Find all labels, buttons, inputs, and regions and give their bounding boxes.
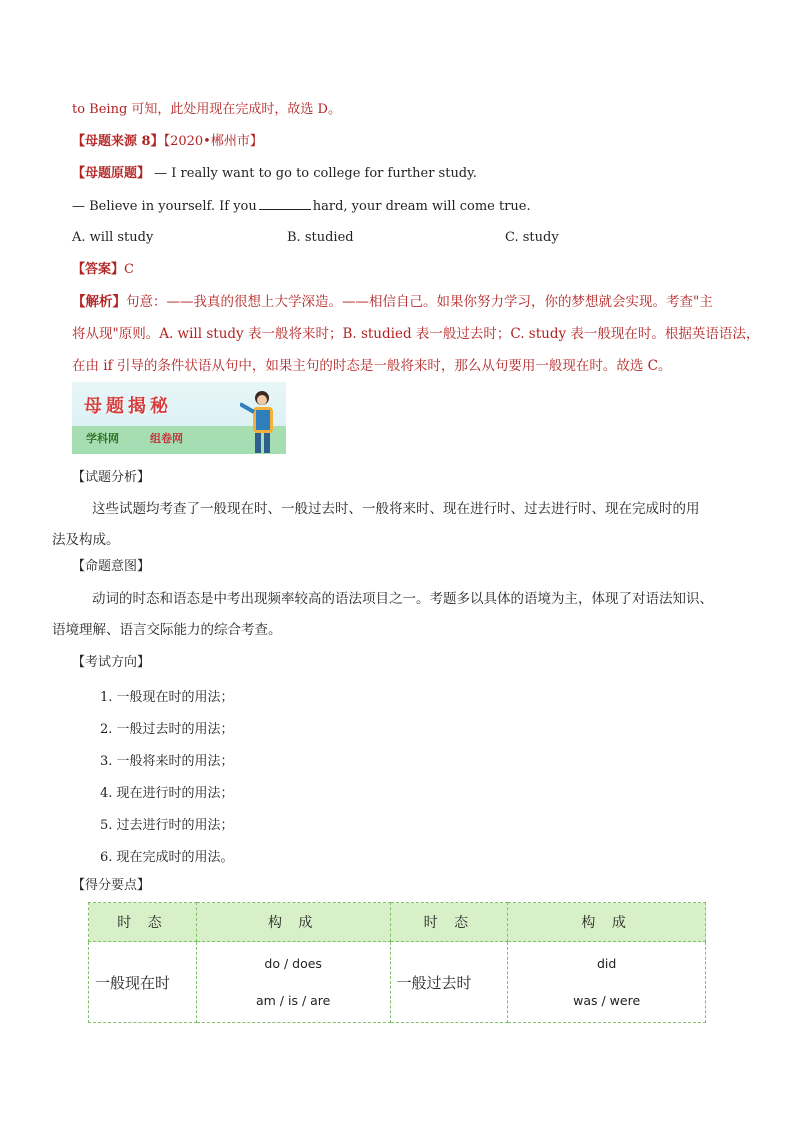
analysis-line-3: 在由 if 引导的条件状语从句中，如果主句的时态是一般将来时，那么从句要用一般现在时。故选 C。 bbox=[72, 358, 672, 374]
answer-tag: 【答案】 bbox=[72, 262, 125, 277]
table-header-row bbox=[89, 903, 706, 942]
option-a: A. will study bbox=[72, 230, 154, 245]
tense-table bbox=[88, 902, 706, 1023]
analysis-body-2: 法及构成。 bbox=[52, 532, 120, 548]
direction-item: 3. 一般将来时的用法； bbox=[100, 754, 234, 769]
table-header: 构 成 bbox=[508, 903, 706, 942]
form-line: was / were bbox=[573, 993, 641, 1008]
intent-body-2: 语境理解、语言交际能力的综合考查。 bbox=[52, 622, 282, 638]
question-line bbox=[72, 165, 477, 183]
teacher-illustration-icon bbox=[240, 388, 280, 454]
direction-item: 4. 现在进行时的用法； bbox=[100, 786, 234, 801]
dialogue-part-1: — Believe in yourself. If you bbox=[72, 199, 257, 214]
form-line: am / is / are bbox=[255, 993, 331, 1008]
points-heading: 【得分要点】 bbox=[72, 878, 151, 893]
answer-line bbox=[72, 261, 134, 279]
mother-question-banner bbox=[72, 382, 286, 454]
banner-logo-left: 学科网 bbox=[86, 432, 119, 445]
intent-heading: 【命题意图】 bbox=[72, 559, 151, 574]
direction-item: 5. 过去进行时的用法； bbox=[100, 818, 234, 833]
table-header: 时 态 bbox=[390, 903, 508, 942]
table-row bbox=[89, 942, 706, 1023]
intent-body bbox=[52, 584, 722, 646]
table-header: 构 成 bbox=[196, 903, 390, 942]
banner-logo-right: 组卷网 bbox=[150, 432, 183, 445]
source-tag: 【母题来源 8】 bbox=[72, 134, 164, 149]
direction-item: 6. 现在完成时的用法。 bbox=[100, 850, 234, 865]
form-line: do / does bbox=[264, 956, 322, 971]
intent-body-1: 动词的时态和语态是中考出现频率较高的语法项目之一。考题多以具体的语境为主，体现了对语法知识、 bbox=[92, 591, 713, 607]
tense-name-cell: 一般过去时 bbox=[390, 942, 508, 1023]
dialogue-line bbox=[72, 197, 531, 216]
answer-value: C bbox=[124, 262, 134, 277]
analysis-line-1 bbox=[72, 293, 713, 311]
previous-answer-end: to Being 可知，此处用现在完成时，故选 D。 bbox=[72, 102, 341, 117]
source-place: 【2020•郴州市】 bbox=[163, 134, 263, 149]
option-b: B. studied bbox=[287, 230, 354, 245]
form-line: did bbox=[596, 956, 617, 971]
analysis-line-2: 将从现"原则。A. will study 表一般将来时；B. studied 表一般过去时；C. study 表一般现在时。根据英语语法， bbox=[72, 326, 760, 342]
direction-item: 1. 一般现在时的用法； bbox=[100, 690, 234, 705]
banner-title: 母题揭秘 bbox=[84, 396, 172, 417]
analysis-tag: 【解析】 bbox=[72, 294, 126, 310]
question-text: — I really want to go to college for further study. bbox=[154, 166, 477, 181]
analysis-heading: 【试题分析】 bbox=[72, 470, 151, 485]
source-line bbox=[72, 133, 263, 151]
question-tag: 【母题原题】 bbox=[72, 166, 151, 181]
forms-cell bbox=[196, 942, 390, 1023]
direction-heading: 【考试方向】 bbox=[72, 655, 151, 670]
option-c: C. study bbox=[505, 230, 559, 245]
tense-name-cell: 一般现在时 bbox=[89, 942, 197, 1023]
analysis-body-1: 这些试题均考查了一般现在时、一般过去时、一般将来时、现在进行时、过去进行时、现在完成时的用 bbox=[92, 501, 700, 517]
table-header: 时 态 bbox=[89, 903, 197, 942]
analysis-text-1: 句意：——我真的很想上大学深造。——相信自己。如果你努力学习，你的梦想就会实现。考查"主 bbox=[126, 294, 713, 310]
answer-blank bbox=[259, 197, 311, 210]
analysis-body bbox=[52, 494, 722, 556]
forms-cell bbox=[508, 942, 706, 1023]
direction-item: 2. 一般过去时的用法； bbox=[100, 722, 234, 737]
dialogue-part-2: hard, your dream will come true. bbox=[312, 199, 531, 214]
